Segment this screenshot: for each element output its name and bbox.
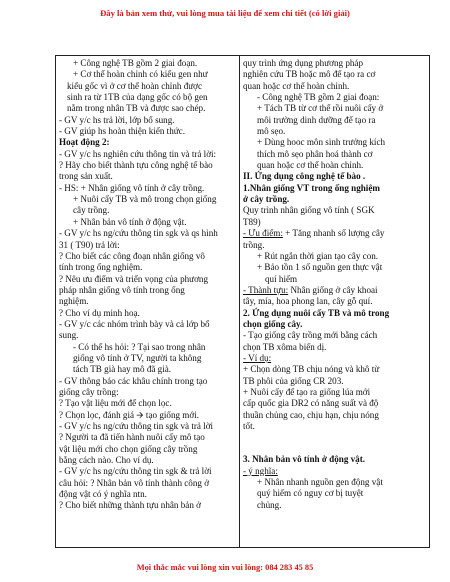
line-text: - HS: + Nhân giống vô tính ở cây trồng.	[59, 182, 205, 193]
text-line	[243, 319, 426, 330]
lesson-table	[55, 55, 430, 548]
line-text: vật liệu mới cho chọn giống cây trồng	[59, 443, 198, 454]
text-line	[59, 455, 236, 466]
text-line	[243, 353, 426, 364]
text-line	[59, 92, 236, 103]
text-line	[59, 466, 236, 477]
line-text: ? Cho biết những thành tựu nhân bản ở	[59, 500, 201, 511]
line-text: trồng.	[243, 239, 265, 250]
text-line	[59, 489, 236, 500]
line-text: sinh ra từ 1TB của dạng gốc có bộ gen	[67, 92, 208, 103]
line-text: - GV y/c hs nghiên cứu thông tin và trả lời:	[59, 148, 217, 159]
text-line	[243, 432, 426, 454]
line-text: động vật có ý nghĩa ntn.	[59, 489, 147, 500]
line-text: + Dùng hooc môn sinh trưởng kích	[257, 137, 386, 148]
line-text: 2. Ứng dụng nuôi cấy TB và mô trong	[243, 307, 390, 318]
line-text: - GV y/c hs ng/cứu thông tin sgk và qs hình	[59, 228, 218, 239]
text-line	[243, 81, 426, 92]
text-line	[243, 488, 426, 499]
line-text: tây, mía, hoa phong lan, cây gỗ quí.	[243, 296, 373, 307]
line-text: chọn TB xôma biến dị.	[243, 341, 327, 352]
text-line	[59, 205, 236, 216]
text-line	[243, 376, 426, 387]
text-line	[243, 171, 426, 182]
line-text: câu hỏi: ? Nhân bản vô tính thành công ở	[59, 477, 210, 488]
text-line	[59, 194, 236, 205]
line-text: ? Cho biết các công đoạn nhân giống vô	[59, 250, 205, 261]
line-text: ? Người ta đã tiến hành nuôi cấy mô tạo	[59, 432, 205, 443]
line-text: tính trong ống nghiệm.	[59, 262, 143, 273]
line-text: mô sẹo.	[257, 126, 286, 137]
line-text: nằm trong nhân TB và được sao chép.	[67, 103, 206, 114]
text-line	[243, 477, 426, 488]
text-line	[243, 205, 426, 216]
line-text: trong sản xuất.	[59, 171, 113, 182]
line-text: - GV y/c hs ng/cứu thông tin sgk & trả lời	[59, 466, 212, 477]
text-line	[243, 240, 426, 251]
text-line	[243, 274, 426, 285]
text-line	[59, 115, 236, 126]
text-line	[59, 319, 236, 330]
line-text: - Công nghệ TB gồm 2 giai đoạn:	[257, 92, 380, 103]
text-line	[59, 353, 236, 364]
text-line	[243, 308, 426, 319]
line-text: nghiên cứu TB hoặc mô để tạo ra cơ	[243, 69, 376, 80]
text-line	[59, 251, 236, 262]
text-line	[59, 69, 236, 80]
text-line	[59, 432, 236, 443]
text-line	[243, 410, 426, 421]
text-line	[243, 296, 426, 307]
line-text: quan hoặc cơ thể hoàn chỉnh.	[257, 160, 364, 171]
text-line	[59, 478, 236, 489]
line-text: giống cây trồng:	[59, 386, 119, 397]
line-text: + Bảo tồn 1 số nguồn gen thực vật	[257, 262, 383, 273]
text-line	[243, 126, 426, 137]
text-line	[243, 92, 426, 103]
text-line	[243, 217, 426, 228]
line-text: + Rút ngắn thời gian tạo cây con.	[257, 250, 379, 261]
text-line	[59, 126, 236, 137]
line-text: + Chọn dòng TB chịu nóng và khô từ	[243, 364, 380, 375]
line-text: thuần chủng cao, chịu hạn, chịu nóng	[243, 409, 379, 420]
line-text: chọn giống cây.	[243, 318, 303, 329]
text-line	[59, 171, 236, 182]
text-line	[59, 296, 236, 307]
text-line	[59, 149, 236, 160]
line-text: chủng.	[257, 499, 282, 510]
line-text: + Nuôi cấy để tạo ra giống lúa mới	[243, 386, 371, 397]
text-line	[59, 364, 236, 375]
text-line	[243, 183, 426, 194]
line-text: 1.Nhân giống VT trong ống nghiệm	[243, 182, 380, 193]
line-text: - GV y/c hs ng/cứu thông tin sgk và trả lời	[59, 421, 214, 431]
line-text: sung.	[59, 330, 79, 341]
text-line	[243, 398, 426, 409]
line-text: kiểu gốc vì ở cơ thể hoàn chỉnh được	[67, 80, 203, 91]
text-line	[59, 376, 236, 387]
line-text: - GV y/c hs trả lời, lớp bổ sung.	[59, 114, 175, 125]
text-line	[243, 342, 426, 353]
line-text: quý hiếm có nguy cơ bị tuyệt	[257, 488, 364, 499]
text-line	[59, 160, 236, 171]
line-text: + Nhân nhanh nguồn gen động vật	[257, 477, 383, 488]
text-line	[59, 410, 236, 421]
text-line	[59, 183, 236, 194]
line-text: tách TB già hay mô đã già.	[73, 364, 172, 375]
line-text: - Có thể hs hỏi: ? Tại sao trong nhân	[73, 341, 206, 352]
text-line	[59, 81, 236, 92]
text-line	[243, 421, 426, 432]
line-text: - GV thông báo các khâu chính trong tạo	[59, 375, 208, 386]
line-text: + Tách TB từ cơ thể rồi nuôi cấy ở	[257, 103, 384, 114]
contact-footer: Mọi thắc mắc vui lòng xin vui lòng: 084 283 45 85	[136, 563, 314, 572]
preview-banner: Đây là bản xem thử, vui lòng mua tài liệu để xem chi tiết (có lời giải)	[100, 8, 350, 18]
text-line	[59, 421, 236, 432]
text-line	[243, 285, 426, 296]
line-text: ? Tạo vật liệu mới để chọn lọc.	[59, 398, 172, 409]
text-line	[243, 137, 426, 148]
text-line	[59, 285, 236, 296]
text-line	[243, 115, 426, 126]
line-text: TB phôi của giống CR 203.	[243, 375, 344, 386]
text-line	[59, 330, 236, 341]
line-text: ? Hãy cho biết thành tựu công nghệ tế bào	[59, 160, 213, 171]
line-text: ở cây trồng.	[243, 194, 290, 205]
line-text: tốt.	[243, 421, 255, 431]
text-line	[243, 251, 426, 262]
underlined-label: - ý nghĩa:	[243, 465, 278, 476]
line-text: - Tạo giống cây trồng mới bằng cách	[243, 330, 378, 341]
text-line	[243, 160, 426, 171]
underlined-label: - Ưu điểm:	[243, 228, 283, 239]
line-text: ? Cho ví dụ minh hoạ.	[59, 307, 140, 318]
text-line	[243, 194, 426, 205]
line-text: cây trồng.	[73, 205, 110, 216]
text-line	[59, 217, 236, 228]
line-text: quy trình ứng dụng phương pháp	[243, 58, 363, 68]
text-line	[243, 387, 426, 398]
line-text: cấp quốc gia DR2 có năng suất và độ	[243, 398, 379, 409]
text-line	[59, 387, 236, 398]
text-line	[243, 149, 426, 160]
text-line	[59, 262, 236, 273]
text-line	[243, 228, 426, 239]
text-line	[59, 274, 236, 285]
text-line	[59, 308, 236, 319]
underlined-label: - Thành tựu:	[243, 284, 289, 295]
underlined-label: - Ví dụ:	[243, 352, 272, 363]
line-text: + Cơ thể hoàn chỉnh có kiểu gen như	[73, 69, 208, 80]
line-text: T89)	[243, 216, 261, 227]
line-text: pháp nhân giống vô tính trong ống	[59, 284, 185, 295]
text-line	[243, 364, 426, 375]
line-text: Quy trình nhân giống vô tính ( SGK	[243, 205, 375, 216]
text-line	[243, 500, 426, 511]
text-line	[243, 262, 426, 273]
line-text: + Nhân bản vô tính ở động vật.	[73, 216, 187, 227]
line-text: bằng cách nào. Cho ví dụ.	[59, 455, 154, 466]
text-line	[59, 137, 236, 148]
line-text: 3. Nhân bản vô tính ở động vật.	[243, 454, 366, 465]
text-line	[59, 398, 236, 409]
line-text: nghiệm.	[59, 296, 89, 307]
text-line	[59, 58, 236, 69]
text-line	[243, 58, 426, 69]
line-text: môi trường dinh dưỡng để tạo ra	[257, 114, 376, 125]
teacher-activity-column	[56, 56, 240, 547]
text-line	[243, 466, 426, 477]
text-line	[59, 240, 236, 251]
line-text: + Nuôi cấy TB và mô trong chọn giống	[73, 194, 217, 205]
text-line	[243, 330, 426, 341]
text-line	[243, 103, 426, 114]
line-text: - GV giúp hs hoàn thiện kiến thức.	[59, 126, 185, 137]
text-line	[59, 444, 236, 455]
text-line	[243, 69, 426, 80]
content-column	[240, 56, 429, 547]
line-text: II. Ứng dụng công nghệ tế bào .	[243, 171, 366, 182]
text-line	[59, 500, 236, 511]
line-text: 31 ( T90) trả lời:	[59, 239, 120, 250]
line-text: ? Chọn lọc, đánh giá 🡪 tạo giống mới.	[59, 409, 199, 420]
line-text: + Công nghệ TB gồm 2 giai đoạn.	[73, 58, 198, 68]
line-text: Hoạt động 2:	[59, 137, 110, 148]
line-text: + Tăng nhanh số lượng cây	[282, 228, 385, 239]
text-line	[59, 342, 236, 353]
text-line	[59, 103, 236, 114]
line-text: - GV y/c các nhóm trình bày và cả lớp bổ	[59, 318, 210, 329]
line-text: quan hoặc cơ thể hoàn chỉnh.	[243, 80, 350, 91]
line-text: quí hiếm	[265, 273, 298, 284]
line-text: giống vô tính ở TV, người ta không	[73, 352, 202, 363]
line-text: thích mô sẹo phân hoá thành cơ	[257, 148, 373, 159]
line-text: Nhân giống ở cây khoai	[288, 284, 378, 295]
line-text: ? Nêu ưu điểm và triển vọng của phương	[59, 273, 209, 284]
text-line	[243, 454, 426, 465]
text-line	[59, 228, 236, 239]
